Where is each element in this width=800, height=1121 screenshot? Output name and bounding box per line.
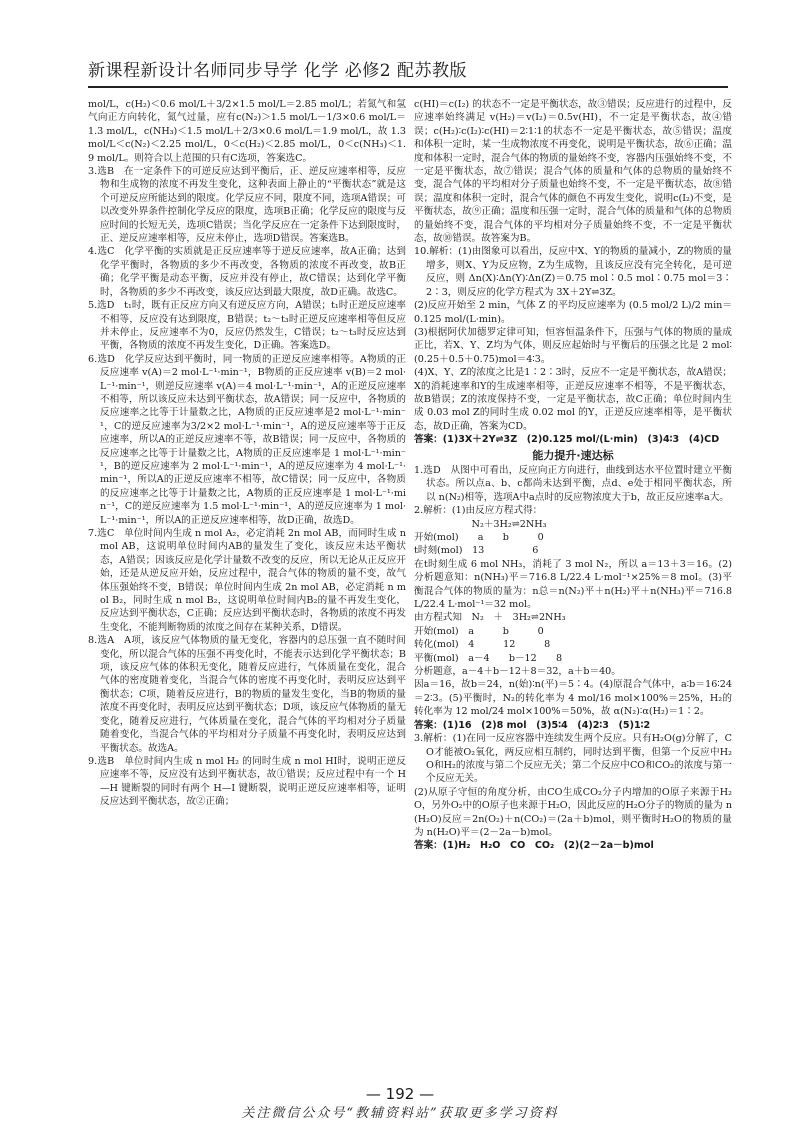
answer-block: 分析题意，a－4＋b－12＋8＝32，a＋b＝40。 bbox=[414, 666, 621, 678]
answer-block: 6.选D 化学反应达到平衡时，同一物质的正逆反应速率相等。A物质的正反应速率 v(A)＝2 mol·L⁻¹·min⁻¹，B物质的正反应速率 v(B)＝2 mol·L⁻¹·min⁻¹，则逆反应速率 v(A)＝4 mol·L⁻¹·min⁻¹，A的正逆反应速率不相等，所以该反应未达到平衡状态，故A错误；同一反应中，各物质的反应速率之比等于计量数之比，A物质的正反应速率是2 mol·L⁻¹·min⁻¹，C的逆反应速率为3/2×2 mol·L⁻¹·min⁻¹，A的逆反应速率等于正反应速率，所以A的正逆反应速率不等，故B错误；同一反应中，各物质的反应速率之比等于计量数之比，A物质的正反应速率是 1 mol·L⁻¹·min⁻¹，B的逆反应速率为 2 mol·L⁻¹·min⁻¹，A的逆反应速率为 4 mol·L⁻¹·min⁻¹，所以A的正逆反应速率不相等，故C错误；同一反应中，各物质的反应速率之比等于计量数之比，A物质的正反应速率是 1 mol·L⁻¹·min⁻¹，C的逆反应速率为 1.5 mol·L⁻¹·min⁻¹，A的逆反应速率为 1 mol·L⁻¹·min⁻¹，所以A的正逆反应速率相等，故D正确，故选D。 bbox=[88, 353, 406, 526]
equation-line: 平衡(mol) a－4 b－12 8 bbox=[414, 652, 563, 664]
answer-block: (4)X、Y、Z的浓度之比是1∶2∶3时，反应不一定是平衡状态，故A错误；X的消耗速率和Y的生成速率相等，正逆反应速率不相等，不是平衡状态，故B错误；Z的浓度保持不变，一定是平衡状态，故C正确；单位时间内生成 0.03 mol Z的同时生成 0.02 mol 的Y，正逆反应速率相等，是平衡状态，故D正确，答案为CD。 bbox=[414, 367, 732, 432]
answer-summary: 答案：(1)3X＋2Y⇌3Z (2)0.125 mol/(L·min) (3)4∶3 (4)CD bbox=[414, 434, 720, 446]
answer-block: (3)根据阿伏加德罗定律可知，恒容恒温条件下，压强与气体的物质的量成正比，若X、Y、Z均为气体，则反应起始时与平衡后的压强之比是 2 mol∶(0.25＋0.5＋0.75)mol＝4∶3。 bbox=[414, 326, 732, 365]
right-column bbox=[414, 98, 732, 1098]
header-title: 新课程新设计名师同步导学 化学 必修2 配苏教版 bbox=[88, 61, 468, 81]
answer-block: 因a＝16，故b＝24，n(始)∶n(平)＝5∶4。(4)原混合气体中，a∶b＝16∶24＝2∶3。(5)平衡时，N₂的转化率为 4 mol/16 mol×100%＝25%，H₂的转化率为 12 mol/24 mol×100%＝50%，故 α(N₂)∶α(H₂)＝1∶2。 bbox=[414, 679, 732, 718]
answer-block: (2)从原子守恒的角度分析，由CO生成CO₂分子内增加的O原子来源于H₂O，另外O₂中的O原子也来源于H₂O，因此反应的H₂O分子的物质的量为 n(H₂O)反应＝2n(O₂)＋n(CO₂)＝(2a＋b)mol，则平衡时H₂O的物质的量为 n(H₂O)平＝(2－2a－b)mol。 bbox=[414, 786, 732, 838]
answer-block: 8.选A A项，该反应气体物质的量无变化，容器内的总压强一直不随时间变化，所以混合气体的压强不再变化时，不能表示达到化学平衡状态；B项，该反应气体的体积无变化，随着反应进行，气体质量在变化，混合气体的密度随着变化，当混合气体的密度不再变化时，表明反应达到平衡状态；C项，随着反应进行，B的物质的量发生变化，当B的物质的量浓度不再变化时，表明反应达到平衡状态；D项，该反应气体物质的量无变化，随着反应进行，气体质量在变化，混合气体的平均相对分子质量随着变化，当混合气体的平均相对分子质量不再变化时，表明反应达到平衡状态。故选A。 bbox=[88, 635, 406, 754]
answer-block: 7.选C 单位时间内生成 n mol A₂，必定消耗 2n mol AB，而同时生成 n mol AB，这说明单位时间内AB的量发生了变化，该反应未达平衡状态，A错误；因该反应是化学计量数不改变的反应，所以无论从正反应开始，还是从逆反应开始，反应过程中，混合气体的物质的量不变，故气体压强始终不变，B错误；单位时间内生成 2n mol AB，必定消耗 n mol B₂，同时生成 n mol B₂，这说明单位时间内B₂的量不再发生变化，反应达到平衡状态，C正确；反应达到平衡状态时，各物质的浓度不再发生变化，不能判断物质的浓度之间存在某种关系，D错误。 bbox=[88, 528, 406, 633]
answer-block: (2)反应开始至 2 min，气体 Z 的平均反应速率为 (0.5 mol/2 L)/2 min＝0.125 mol/(L·min)。 bbox=[414, 300, 732, 325]
equation-line: 由方程式知 N₂ ＋ 3H₂⇌2NH₃ bbox=[414, 612, 566, 624]
answer-block: c(HI)＝c(I₂) 的状态不一定是平衡状态，故③错误；反应进行的过程中，反应速率始终满足 v(H₂)＝v(I₂)＝0.5v(HI)，不一定是平衡状态，故④错误；c(H₂)∶c(I₂)∶c(HI)＝2∶1∶1的状态不一定是平衡状态，故⑤错误；温度和体积一定时，某一生成物浓度不再变化，说明是平衡状态，故⑥正确；温度和体积一定时，混合气体的物质的量始终不变，容器内压强始终不变，不一定是平衡状态，故⑦错误；混合气体的质量和气体的总物质的量始终不变，混合气体的平均相对分子质量也始终不变，不一定是平衡状态，故⑧错误；温度和体积一定时，混合气体的颜色不再发生变化，说明c(I₂)不变，是平衡状态，故⑨正确；温度和压强一定时，混合气体的质量和气体的总物质的量始终不变，混合气体的平均相对分子质量始终不变，不一定是平衡状态，故⑩错误。故答案为B。 bbox=[414, 99, 732, 245]
equation-line: t时刻(mol) 13 6 bbox=[414, 545, 539, 557]
answer-block: 1.选D 从图中可看出，反应向正方向进行，曲线到达水平位置时建立平衡状态。所以点a、b、c都尚未达到平衡，点d、e处于相同平衡状态，所以 n(N₂)相等，选项A中a点时的反应物浓度大于b，故正反应速率a大。 bbox=[414, 464, 732, 503]
answer-summary: 答案：(1)H₂ H₂O CO CO₂ (2)(2－2a－b)mol bbox=[414, 840, 654, 852]
answer-block: 9.选B 单位时间内生成 n mol H₂ 的同时生成 n mol HI时，说明正逆反应速率不等，反应没有达到平衡状态，故①错误；反应过程中有一个 H—H 键断裂的同时有两个 H—I 键断裂，说明正逆反应速率相等，证明反应达到平衡状态，故②正确； bbox=[88, 755, 406, 808]
answer-block: 在t时刻生成 6 mol NH₃，消耗了 3 mol N₂，所以 a＝13＋3＝16。(2)分析题意知：n(NH₃)平＝716.8 L/22.4 L·mol⁻¹×25%＝8 mol。(3)平衡混合气体的物质的量为：n总＝n(N₂)平＋n(H₂)平＋n(NH₃)平＝716.8 L/22.4 L·mol⁻¹＝32 mol。 bbox=[414, 558, 732, 611]
answer-block: mol/L，c(H₂)＜0.6 mol/L＋3/2×1.5 mol/L＝2.85 mol/L；若氮气和氢气向正方向转化，氮气过量，应有c(N₂)＞1.5 mol/L－1/3×0.6 mol/L＝1.3 mol/L，c(NH₃)＜1.5 mol/L＋2/3×0.6 mol/L＝1.9 mol/L，故 1.3 mol/L＜c(N₂)＜2.25 mol/L，0＜c(H₂)＜2.85 mol/L，0＜c(NH₃)＜1.9 mol/L。则符合以上范围的只有C选项，答案选C。 bbox=[88, 99, 406, 164]
answer-block: 10.解析：(1)由图象可以看出，反应中X、Y的物质的量减小，Z的物质的量增多，则X、Y为反应物，Z为生成物，且该反应没有完全转化，是可逆反应，则 Δn(X)∶Δn(Y)∶Δn(Z)＝0.75 mol∶0.5 mol∶0.75 mol＝3∶2∶3，则反应的化学方程式为 3X＋2Y⇌3Z。 bbox=[414, 246, 732, 298]
section-title: 能力提升·速达标 bbox=[532, 448, 614, 462]
footer-note: 关注微信公众号“教辅资料站”获取更多学习资料 bbox=[241, 1106, 559, 1121]
equation-line: 开始(mol) a b 0 bbox=[414, 625, 544, 637]
equation-line: 转化(mol) 4 12 8 bbox=[414, 639, 551, 651]
answer-block: 5.选D t₁时，既有正反应方向又有逆反应方向，A错误；t₁时正逆反应速率不相等，反应没有达到限度，B错误；t₂～t₃时正逆反应速率相等但反应并未停止，反应速率不为0，反应仍然发生，C错误；t₂～t₃时反应达到平衡，各物质的浓度不再发生变化，D正确。答案选D。 bbox=[88, 300, 406, 352]
equation-line: N₂＋3H₂⇌2NH₃ bbox=[414, 518, 547, 530]
answer-block: 2.解析：(1)由反应方程式得： bbox=[414, 505, 543, 517]
page-number: — 192 — bbox=[365, 1085, 435, 1103]
answer-block: 3.选B 在一定条件下的可逆反应达到平衡后，正、逆反应速率相等，反应物和生成物的浓度不再发生变化，这种表面上静止的“平衡状态”就是这个可逆反应所能达到的限度。化学反应不同，限度不同，选项A错误；可以改变外界条件控制化学反应的限度，选项B正确；化学反应的限度与反应时间的长短无关，选项C错误；当化学反应在一定条件下达到限度时，正、逆反应速率相等，反应未停止，选项D错误。答案选B。 bbox=[88, 166, 406, 245]
equation-line: 开始(mol) a b 0 bbox=[414, 532, 544, 543]
answer-block: 3.解析：(1)在同一反应容器中连续发生两个反应。只有H₂O(g)分解了，CO才能被O₂氧化，两反应相互制约，同时达到平衡，但第一个反应中H₂O和H₂的浓度与第二个反应无关；第二个反应中CO和CO₂的浓度与第一个反应无关。 bbox=[414, 733, 732, 785]
left-column bbox=[88, 98, 406, 1098]
answer-summary: 答案：(1)16 (2)8 mol (3)5∶4 (4)2∶3 (5)1∶2 bbox=[414, 719, 651, 731]
page-header bbox=[88, 56, 728, 88]
answer-block: 4.选C 化学平衡的实质就是正反应速率等于逆反应速率，故A正确；达到化学平衡时，各物质的多少不再改变，各物质的浓度不再改变，故B正确；化学平衡是动态平衡，反应并没有停止，故C错误；达到化学平衡时，各物质的多少不再改变，该反应达到最大限度，故D正确。故选C。 bbox=[88, 246, 406, 298]
